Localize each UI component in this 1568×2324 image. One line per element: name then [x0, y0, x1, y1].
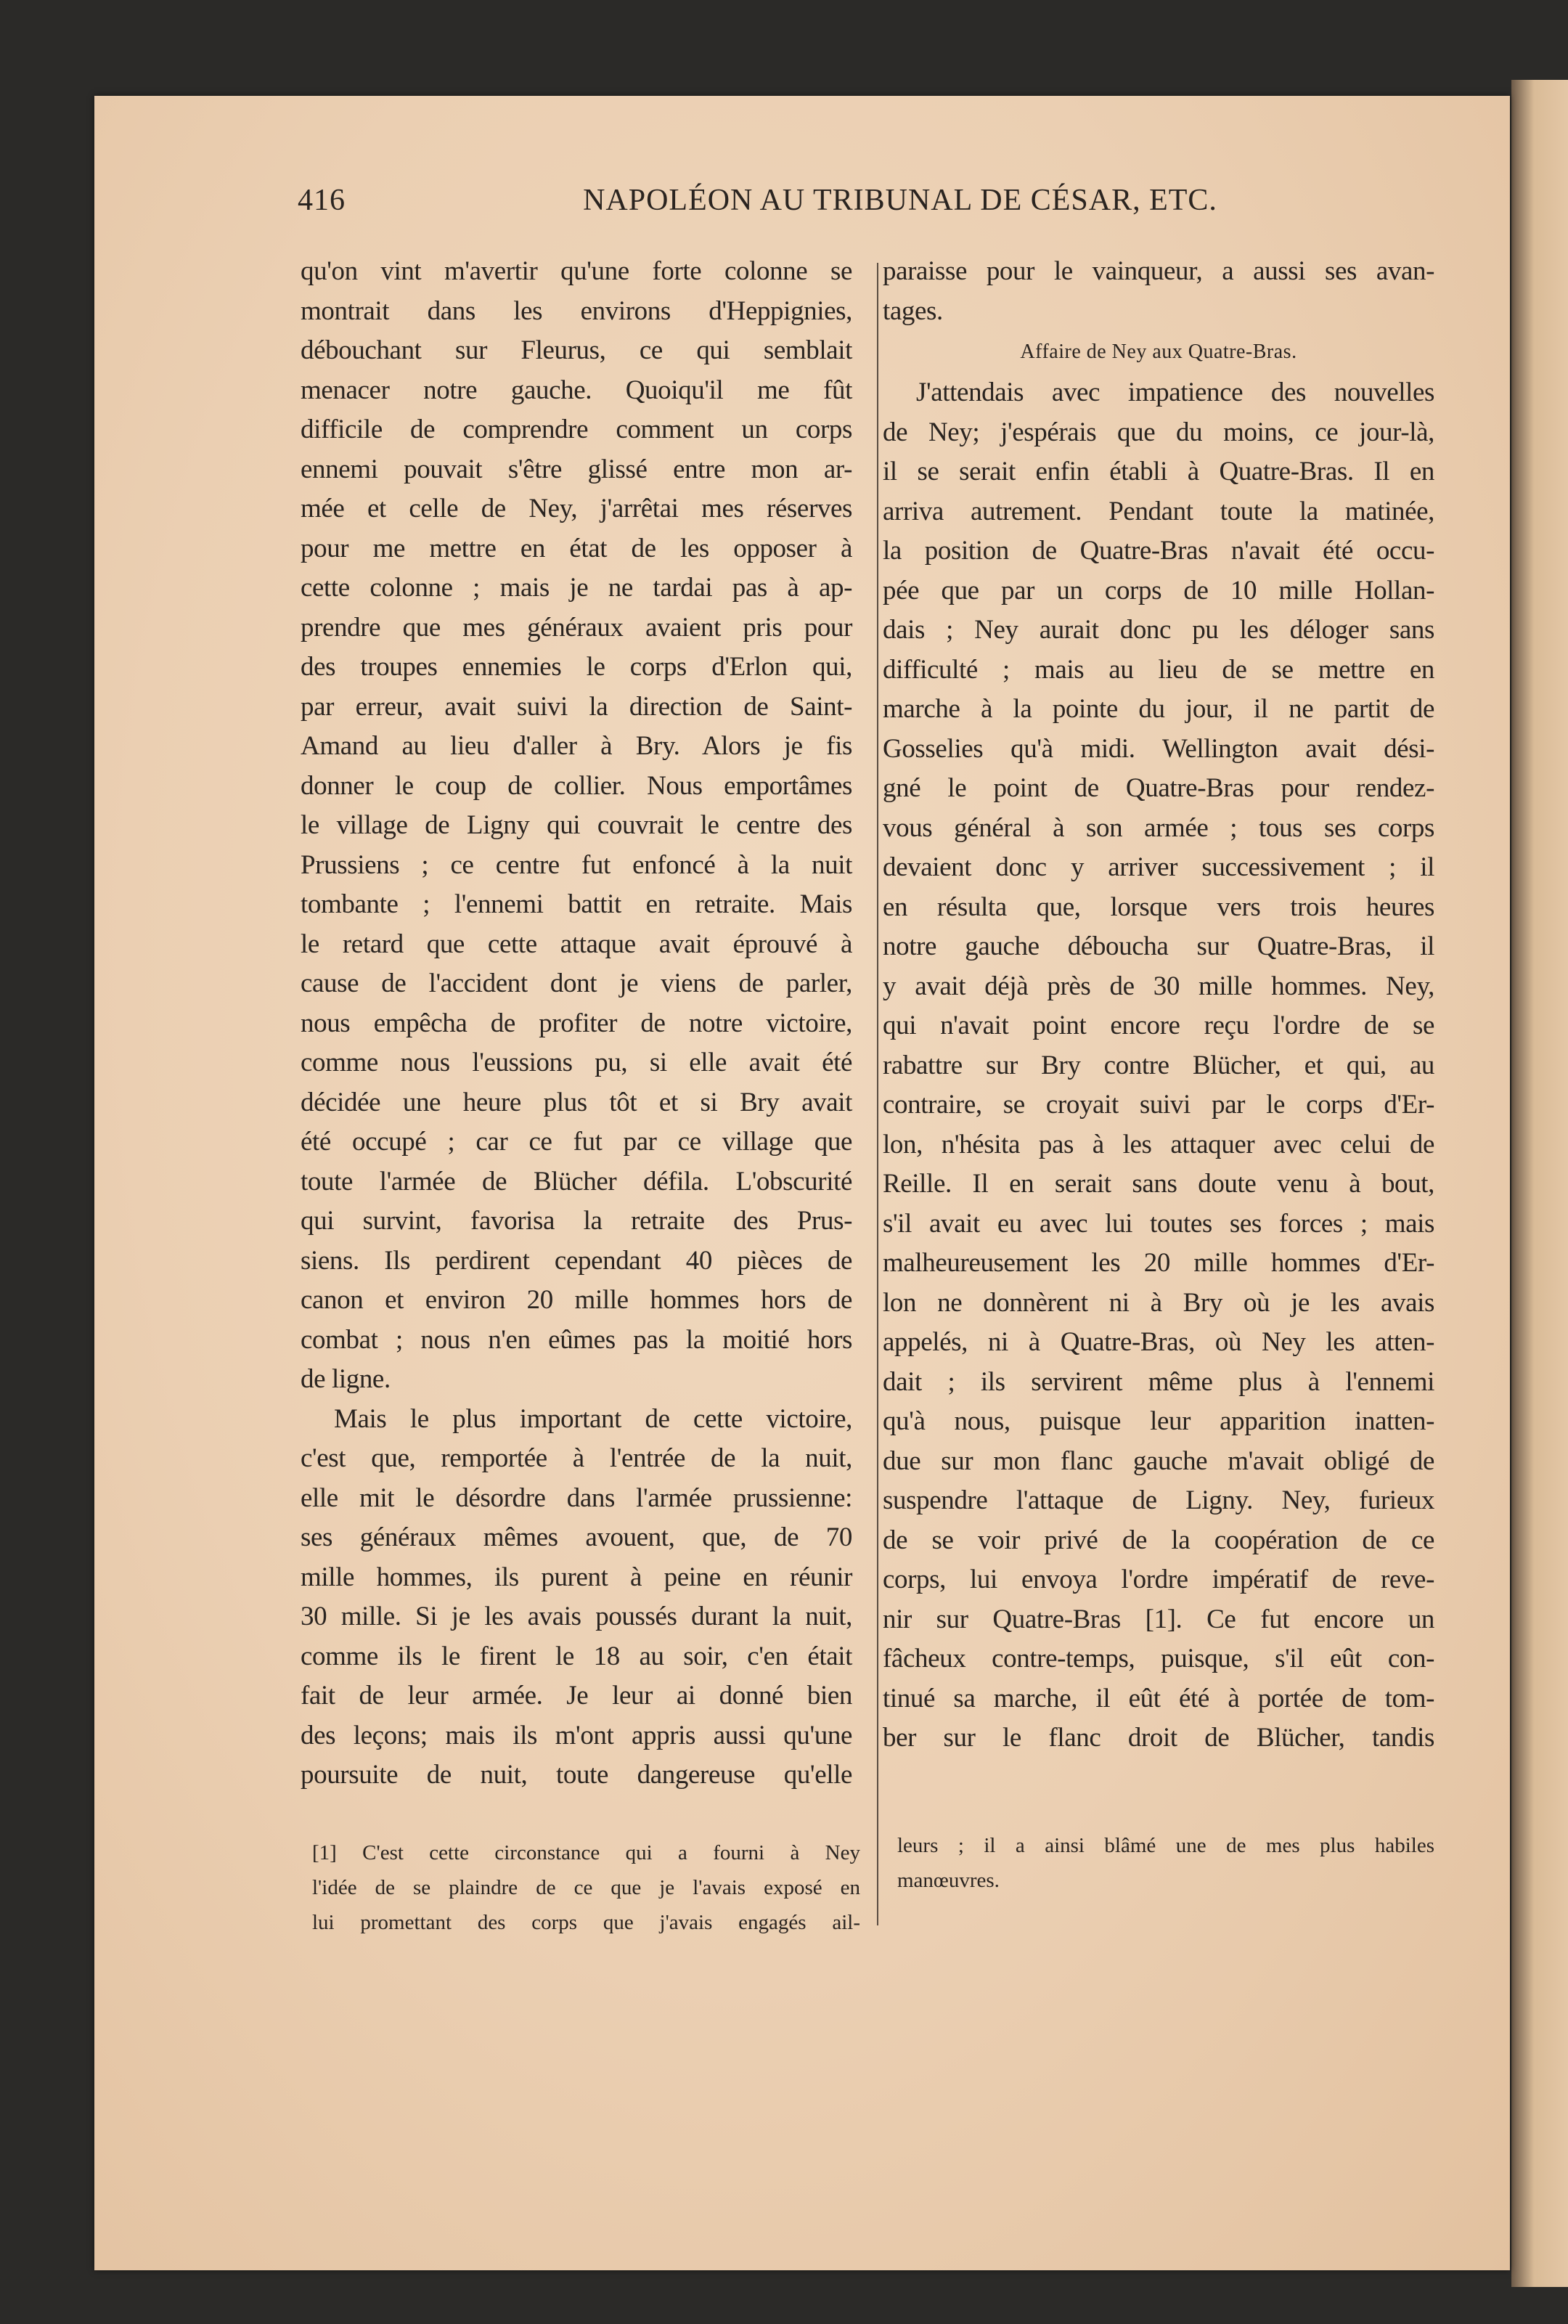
text-line: nous empêcha de profiter de notre victoire,: [301, 1008, 852, 1038]
left-text-column: [301, 252, 852, 1795]
text-line: cause de l'accident dont je viens de parler,: [301, 969, 852, 998]
text-line: lon ne donnèrent ni à Bry où je les avais: [883, 1287, 1434, 1318]
text-line: il se serait enfin établi à Quatre-Bras. Il en: [883, 457, 1434, 486]
text-line: lon, n'hésita pas à les attaquer avec celui de: [883, 1129, 1434, 1159]
text-line: fait de leur armée. Je leur ai donné bien: [301, 1681, 852, 1711]
text-line: fâcheux contre-temps, puisque, s'il eût con-: [883, 1644, 1434, 1673]
page-header: [298, 183, 1437, 227]
text-line: des leçons; mais ils m'ont appris aussi qu'une: [301, 1720, 852, 1750]
text-line: prendre que mes généraux avaient pris pour: [301, 612, 852, 643]
text-line: vous général à son armée ; tous ses corps: [883, 812, 1434, 843]
text-line: mée et celle de Ney, j'arrêtai mes réserves: [301, 494, 852, 523]
text-line: en résulta que, lorsque vers trois heures: [883, 892, 1434, 922]
right-text-column: [883, 252, 1434, 1758]
text-line: des troupes ennemies le corps d'Erlon qui,: [301, 652, 852, 682]
text-line: dait ; ils servirent même plus à l'ennemi: [883, 1366, 1434, 1397]
text-line: de Ney; j'espérais que du moins, ce jour-là,: [883, 417, 1434, 447]
text-line: Mais le plus important de cette victoire,: [334, 1403, 852, 1434]
footnote-line: manœuvres.: [897, 1869, 1000, 1892]
text-line: 30 mille. Si je les avais poussés durant la nuit,: [301, 1602, 852, 1631]
text-line: donner le coup de collier. Nous emportâmes: [301, 770, 852, 801]
text-line: elle mit le désordre dans l'armée prussienne:: [301, 1483, 852, 1513]
text-line: pour me mettre en état de les opposer à: [301, 533, 852, 563]
text-line: menacer notre gauche. Quoiqu'il me fût: [301, 375, 852, 405]
column-divider: [877, 263, 878, 1925]
footnote-line: leurs ; il a ainsi blâmé une de mes plus habiles: [897, 1834, 1434, 1857]
text-line: difficulté ; mais au lieu de se mettre en: [883, 654, 1434, 685]
text-line: ber sur le flanc droit de Blücher, tandis: [883, 1723, 1434, 1753]
text-line: qu'on vint m'avertir qu'une forte colonne se: [301, 256, 852, 286]
text-line: Amand au lieu d'aller à Bry. Alors je fis: [301, 731, 852, 761]
text-line: tages.: [883, 295, 943, 326]
text-line: ennemi pouvait s'être glissé entre mon ar-: [301, 454, 852, 484]
running-title: NAPOLÉON AU TRIBUNAL DE CÉSAR, ETC.: [583, 184, 1217, 217]
text-line: siens. Ils perdirent cependant 40 pièces de: [301, 1245, 852, 1276]
text-line: qui survint, favorisa la retraite des Prus-: [301, 1206, 852, 1236]
text-line: comme nous l'eussions pu, si elle avait été: [301, 1048, 852, 1077]
text-line: tombante ; l'ennemi battit en retraite. Mais: [301, 889, 852, 919]
text-line: comme ils le firent le 18 au soir, c'en était: [301, 1641, 852, 1671]
text-line: le village de Ligny qui couvrait le centre des: [301, 810, 852, 840]
text-line: Gosselies qu'à midi. Wellington avait dési-: [883, 733, 1434, 764]
text-line: par erreur, avait suivi la direction de Saint-: [301, 691, 852, 722]
text-line: tinué sa marche, il eût été à portée de tom-: [883, 1683, 1434, 1713]
text-line: qu'à nous, puisque leur apparition inatten-: [883, 1406, 1434, 1436]
text-line: c'est que, remportée à l'entrée de la nuit,: [301, 1443, 852, 1473]
text-line: été occupé ; car ce fut par ce village que: [301, 1127, 852, 1157]
text-line: toute l'armée de Blücher défila. L'obscurité: [301, 1166, 852, 1196]
text-line: due sur mon flanc gauche m'avait obligé de: [883, 1446, 1434, 1476]
footnote-left: [312, 1835, 860, 1940]
text-line: malheureusement les 20 mille hommes d'Er-: [883, 1248, 1434, 1278]
text-line: marche à la pointe du jour, il ne partit de: [883, 694, 1434, 724]
text-line: y avait déjà près de 30 mille hommes. Ney,: [883, 971, 1434, 1001]
text-line: rabattre sur Bry contre Blücher, et qui, au: [883, 1050, 1434, 1080]
text-line: suspendre l'attaque de Ligny. Ney, furieux: [883, 1485, 1434, 1515]
text-line: difficile de comprendre comment un corps: [301, 415, 852, 444]
text-line: combat ; nous n'en eûmes pas la moitié hors: [301, 1324, 852, 1355]
text-line: dais ; Ney aurait donc pu les déloger sans: [883, 615, 1434, 645]
text-line: de se voir privé de la coopération de ce: [883, 1525, 1434, 1555]
text-line: notre gauche déboucha sur Quatre-Bras, il: [883, 931, 1434, 961]
text-line: arriva autrement. Pendant toute la matinée,: [883, 496, 1434, 526]
text-line: pée que par un corps de 10 mille Hollan-: [883, 575, 1434, 606]
text-line: cette colonne ; mais je ne tardai pas à ap-: [301, 573, 852, 603]
footnote-line: [1] C'est cette circonstance qui a fourni à Ney: [312, 1841, 860, 1864]
text-line: de ligne.: [301, 1364, 391, 1394]
text-line: paraisse pour le vainqueur, a aussi ses avan-: [883, 256, 1434, 286]
text-line: devaient donc y arriver successivement ; il: [883, 852, 1434, 882]
adjacent-page-edge: [1511, 80, 1568, 2287]
text-line: s'il avait eu avec lui toutes ses forces ; mais: [883, 1208, 1434, 1239]
text-line: canon et environ 20 mille hommes hors de: [301, 1285, 852, 1315]
text-line: Reille. Il en serait sans doute venu à bout,: [883, 1169, 1434, 1199]
text-line: gné le point de Quatre-Bras pour rendez-: [883, 773, 1434, 803]
text-line: appelés, ni à Quatre-Bras, où Ney les atten-: [883, 1327, 1434, 1357]
text-line: la position de Quatre-Bras n'avait été occu-: [883, 536, 1434, 566]
text-line: débouchant sur Fleurus, ce qui semblait: [301, 335, 852, 365]
text-line: mille hommes, ils purent à peine en réunir: [301, 1562, 852, 1592]
section-heading: Affaire de Ney aux Quatre-Bras.: [1020, 341, 1297, 363]
text-line: le retard que cette attaque avait éprouvé à: [301, 929, 852, 959]
text-line: J'attendais avec impatience des nouvelles: [916, 378, 1434, 407]
text-line: corps, lui envoya l'ordre impératif de reve-: [883, 1565, 1434, 1594]
text-line: Prussiens ; ce centre fut enfoncé à la nuit: [301, 849, 852, 880]
footnote-right: [897, 1828, 1434, 1898]
page-number: 416: [298, 184, 346, 217]
text-line: contraire, se croyait suivi par le corps d'Er-: [883, 1090, 1434, 1120]
text-line: nir sur Quatre-Bras [1]. Ce fut encore un: [883, 1604, 1434, 1634]
text-line: ses généraux mêmes avouent, que, de 70: [301, 1522, 852, 1552]
text-line: décidée une heure plus tôt et si Bry avait: [301, 1087, 852, 1117]
text-line: qui n'avait point encore reçu l'ordre de se: [883, 1011, 1434, 1040]
footnote-line: lui promettant des corps que j'avais engagés ail-: [312, 1911, 860, 1934]
footnote-line: l'idée de se plaindre de ce que je l'avais exposé en: [312, 1876, 860, 1899]
text-line: montrait dans les environs d'Heppignies,: [301, 295, 852, 326]
text-line: poursuite de nuit, toute dangereuse qu'elle: [301, 1760, 852, 1790]
